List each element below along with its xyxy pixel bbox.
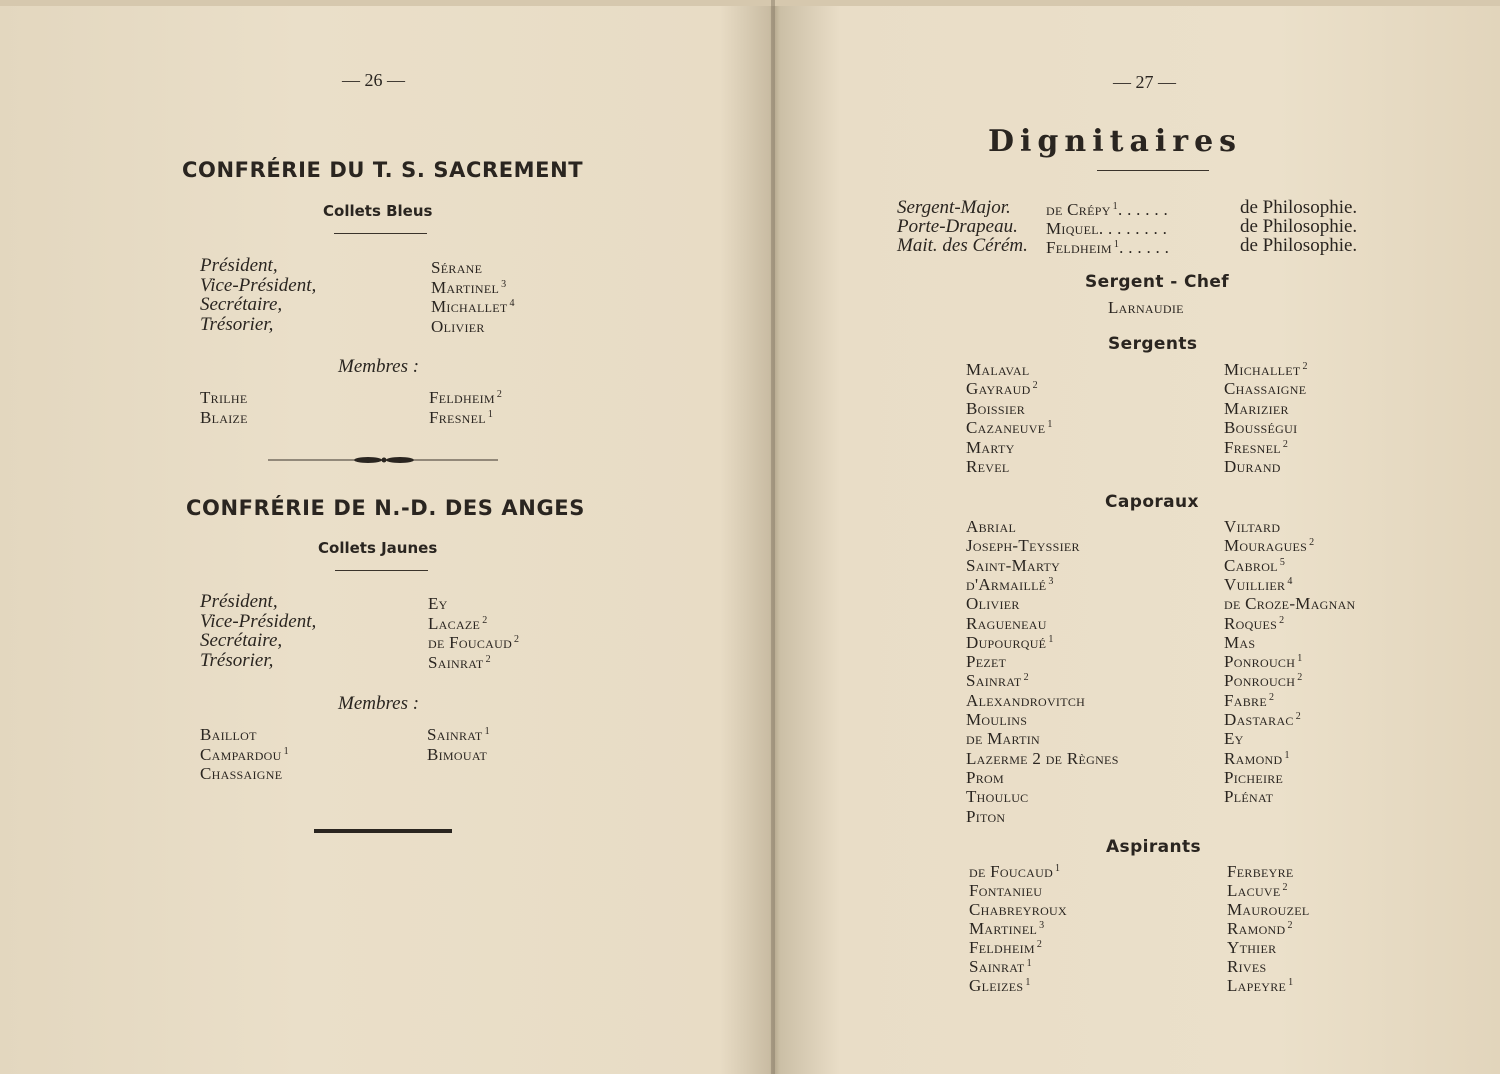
footnote-marker: 2 (1295, 711, 1302, 722)
footnote-marker: 1 (1047, 419, 1053, 431)
dignitary-name: Miquel. . . . . . . . (1046, 219, 1168, 238)
footnote-marker: 2 (1023, 672, 1029, 684)
person-name: Abrial (966, 517, 1017, 536)
footnote-marker: 2 (482, 614, 488, 626)
officer-role: Secrétaire, (200, 294, 283, 315)
leader-dots: . . . . . . . . (1098, 219, 1168, 238)
person-name: Dupourqué $^1$ (966, 632, 1054, 652)
person-name: de Croze-Magnan (1224, 594, 1356, 614)
officer-name: de Foucaud $^2$ (428, 633, 520, 652)
person-name: Olivier (966, 594, 1020, 614)
person-name: Bousségui (1224, 418, 1298, 438)
dignitary-class: de Philosophie. (1240, 197, 1358, 218)
section-subtitle-collets-bleus: Collets Bleus (323, 202, 433, 220)
footnote-marker: 1 (487, 408, 494, 420)
leader-dots: . . . . . . (1117, 200, 1169, 219)
person-name: Vuillier $^4$ (1224, 574, 1293, 594)
person-name: Gayraud $^2$ (966, 379, 1038, 399)
officer-name: Sérane (431, 258, 483, 277)
person-name: d'Armaillé $^3$ (966, 574, 1054, 594)
footnote-marker: 1 (1055, 863, 1061, 874)
footnote-marker: 2 (1268, 691, 1275, 703)
person-name: Durand (1224, 457, 1281, 476)
person-name: Plénat (1224, 787, 1274, 807)
person-name: Marizier (1224, 398, 1289, 418)
footnote-marker: 2 (1302, 361, 1308, 372)
dignitary-role: Mait. des Cérém. (897, 235, 1028, 256)
closing-rule (314, 829, 452, 833)
person-name: Saint-Marty (966, 555, 1061, 575)
footnote-marker: 2 (1282, 438, 1289, 450)
person-name: Lazerme 2 de Règnes (966, 748, 1119, 768)
officer-role: Trésorier, (200, 649, 274, 671)
person-name: Gleizes $^1$ (969, 976, 1031, 995)
person-name: Campardou $^1$ (200, 744, 289, 764)
members-label: Membres : (338, 356, 420, 377)
footnote-marker: 1 (1048, 633, 1054, 645)
footnote-marker: 2 (1036, 939, 1043, 950)
heading-sergents: Sergents (1108, 334, 1198, 354)
person-name: Sainrat $^1$ (427, 725, 490, 744)
person-name: Ythier (1227, 938, 1277, 957)
section-subtitle-collets-jaunes: Collets Jaunes (318, 539, 438, 557)
person-name: Lapeyre $^1$ (1227, 976, 1294, 995)
person-name: Cabrol $^5$ (1224, 555, 1286, 575)
person-name: Fresnel $^2$ (1224, 437, 1289, 457)
person-name: Moulins (966, 710, 1028, 729)
person-name: Ragueneau (966, 613, 1047, 633)
footnote-marker: 1 (1112, 201, 1118, 212)
person-name: Chassaigne (200, 764, 283, 783)
officer-role: Vice-Président, (200, 274, 317, 296)
footnote-marker: 2 (1287, 920, 1293, 931)
person-name: Prom (966, 767, 1004, 787)
footnote-marker: 1 (1284, 749, 1290, 761)
person-name: Viltard (1224, 517, 1281, 536)
person-name: Baillot (200, 725, 257, 744)
person-name: Joseph-Teyssier (966, 536, 1080, 556)
footnote-marker: 1 (1113, 239, 1120, 250)
heading-sergent-chef: Sergent - Chef (1085, 272, 1230, 292)
person-name: Feldheim $^2$ (969, 938, 1043, 957)
person-name: Thouluc (966, 787, 1029, 807)
footnote-marker: 1 (1025, 977, 1031, 988)
footnote-marker: 2 (485, 653, 491, 665)
person-name: Malaval (966, 360, 1030, 379)
page-edge (0, 0, 1500, 6)
officer-role: Vice-Président, (200, 610, 317, 632)
person-name: Feldheim $^2$ (429, 388, 503, 407)
person-name: Alexandrovitch (966, 690, 1086, 710)
footnote-marker: 2 (1279, 614, 1285, 626)
person-name: Ramond $^2$ (1227, 919, 1293, 938)
person-name: Trilhe (200, 388, 248, 407)
officer-role: Président, (200, 255, 278, 276)
footnote-marker: 3 (1039, 920, 1045, 931)
person-name: Blaize (200, 407, 248, 427)
officer-name: Martinel $^3$ (431, 277, 507, 297)
person-name: Sainrat $^2$ (966, 671, 1029, 691)
dignitaires-title: Dignitaires (988, 124, 1243, 159)
person-name: Sainrat $^1$ (969, 957, 1032, 976)
officer-name: Ey (428, 594, 448, 613)
footnote-marker: 1 (1026, 958, 1032, 969)
officer-name: Olivier (431, 316, 485, 336)
footnote-marker: 2 (1032, 380, 1038, 392)
footnote-marker: 5 (1279, 556, 1286, 568)
section-title-sacrement: CONFRÉRIE DU T. S. SACREMENT (182, 158, 584, 182)
dignitary-role: Porte-Drapeau. (897, 216, 1018, 237)
dignitary-role: Sergent-Major. (897, 197, 1011, 218)
person-name: Dastarac $^2$ (1224, 710, 1302, 729)
sergent-chef-name: Larnaudie (1108, 298, 1184, 317)
footnote-marker: 1 (484, 726, 490, 737)
footnote-marker: 2 (496, 389, 503, 400)
footnote-marker: 1 (1297, 653, 1303, 665)
dignitary-name: de Crépy $^1$. . . . . . (1046, 200, 1169, 219)
person-name: Lacuve $^2$ (1227, 881, 1288, 900)
page-number-right: — 27 — (1113, 72, 1176, 92)
person-name: Michallet $^2$ (1224, 360, 1308, 379)
footnote-marker: 1 (1288, 977, 1294, 988)
officer-name: Sainrat $^2$ (428, 652, 491, 672)
officer-name: Michallet $^4$ (431, 297, 515, 316)
person-name: Fresnel $^1$ (429, 407, 494, 427)
person-name: Picheire (1224, 767, 1284, 787)
footnote-marker: 2 (1297, 672, 1303, 684)
ornamental-divider (268, 453, 498, 467)
heading-aspirants: Aspirants (1106, 837, 1202, 857)
dignitary-class: de Philosophie. (1240, 216, 1358, 237)
dignitary-class: de Philosophie. (1240, 235, 1358, 256)
person-name: Martinel $^3$ (969, 919, 1045, 938)
person-name: Pezet (966, 652, 1007, 672)
members-label: Membres : (338, 693, 420, 714)
title-rule (1097, 170, 1209, 171)
heading-caporaux: Caporaux (1105, 492, 1199, 512)
subtitle-rule (334, 233, 427, 234)
officer-name: Lacaze $^2$ (428, 613, 488, 633)
person-name: Marty (966, 437, 1015, 457)
person-name: Ponrouch $^2$ (1224, 671, 1303, 691)
person-name: Revel (966, 457, 1010, 476)
footnote-marker: 4 (1287, 575, 1293, 587)
page-number-left: — 26 — (342, 70, 405, 90)
footnote-marker: 2 (1282, 882, 1288, 893)
person-name: Boissier (966, 398, 1026, 418)
person-name: Ponrouch $^1$ (1224, 652, 1303, 672)
officer-role: Président, (200, 591, 278, 612)
footnote-marker: 2 (514, 634, 520, 645)
person-name: Chabreyroux (969, 900, 1067, 919)
footnote-marker: 3 (501, 278, 507, 290)
person-name: Mouragues $^2$ (1224, 536, 1315, 556)
person-name: Mas (1224, 632, 1256, 652)
book-gutter (771, 0, 775, 1074)
footnote-marker: 1 (283, 745, 289, 757)
section-title-anges: CONFRÉRIE DE N.-D. DES ANGES (186, 496, 585, 520)
footnote-marker: 2 (1309, 537, 1315, 549)
person-name: Roques $^2$ (1224, 613, 1285, 633)
footnote-marker: 3 (1048, 575, 1054, 587)
person-name: Ey (1224, 729, 1244, 749)
person-name: Chassaigne (1224, 379, 1307, 399)
person-name: Ferbeyre (1227, 862, 1294, 881)
officer-role: Trésorier, (200, 313, 274, 335)
person-name: Fontanieu (969, 881, 1043, 900)
dignitary-name: Feldheim $^1$. . . . . . (1046, 238, 1170, 257)
person-name: de Martin (966, 729, 1041, 749)
officer-role: Secrétaire, (200, 630, 283, 651)
subtitle-rule (335, 570, 428, 571)
person-name: Rives (1227, 957, 1267, 976)
person-name: Fabre $^2$ (1224, 690, 1275, 710)
person-name: Cazaneuve $^1$ (966, 418, 1053, 438)
footnote-marker: 4 (509, 298, 515, 309)
person-name: Piton (966, 806, 1006, 826)
person-name: Ramond $^1$ (1224, 748, 1290, 768)
person-name: Bimouat (427, 744, 488, 764)
person-name: de Foucaud $^1$ (969, 862, 1061, 881)
person-name: Maurouzel (1227, 900, 1310, 919)
leader-dots: . . . . . . (1119, 238, 1170, 257)
